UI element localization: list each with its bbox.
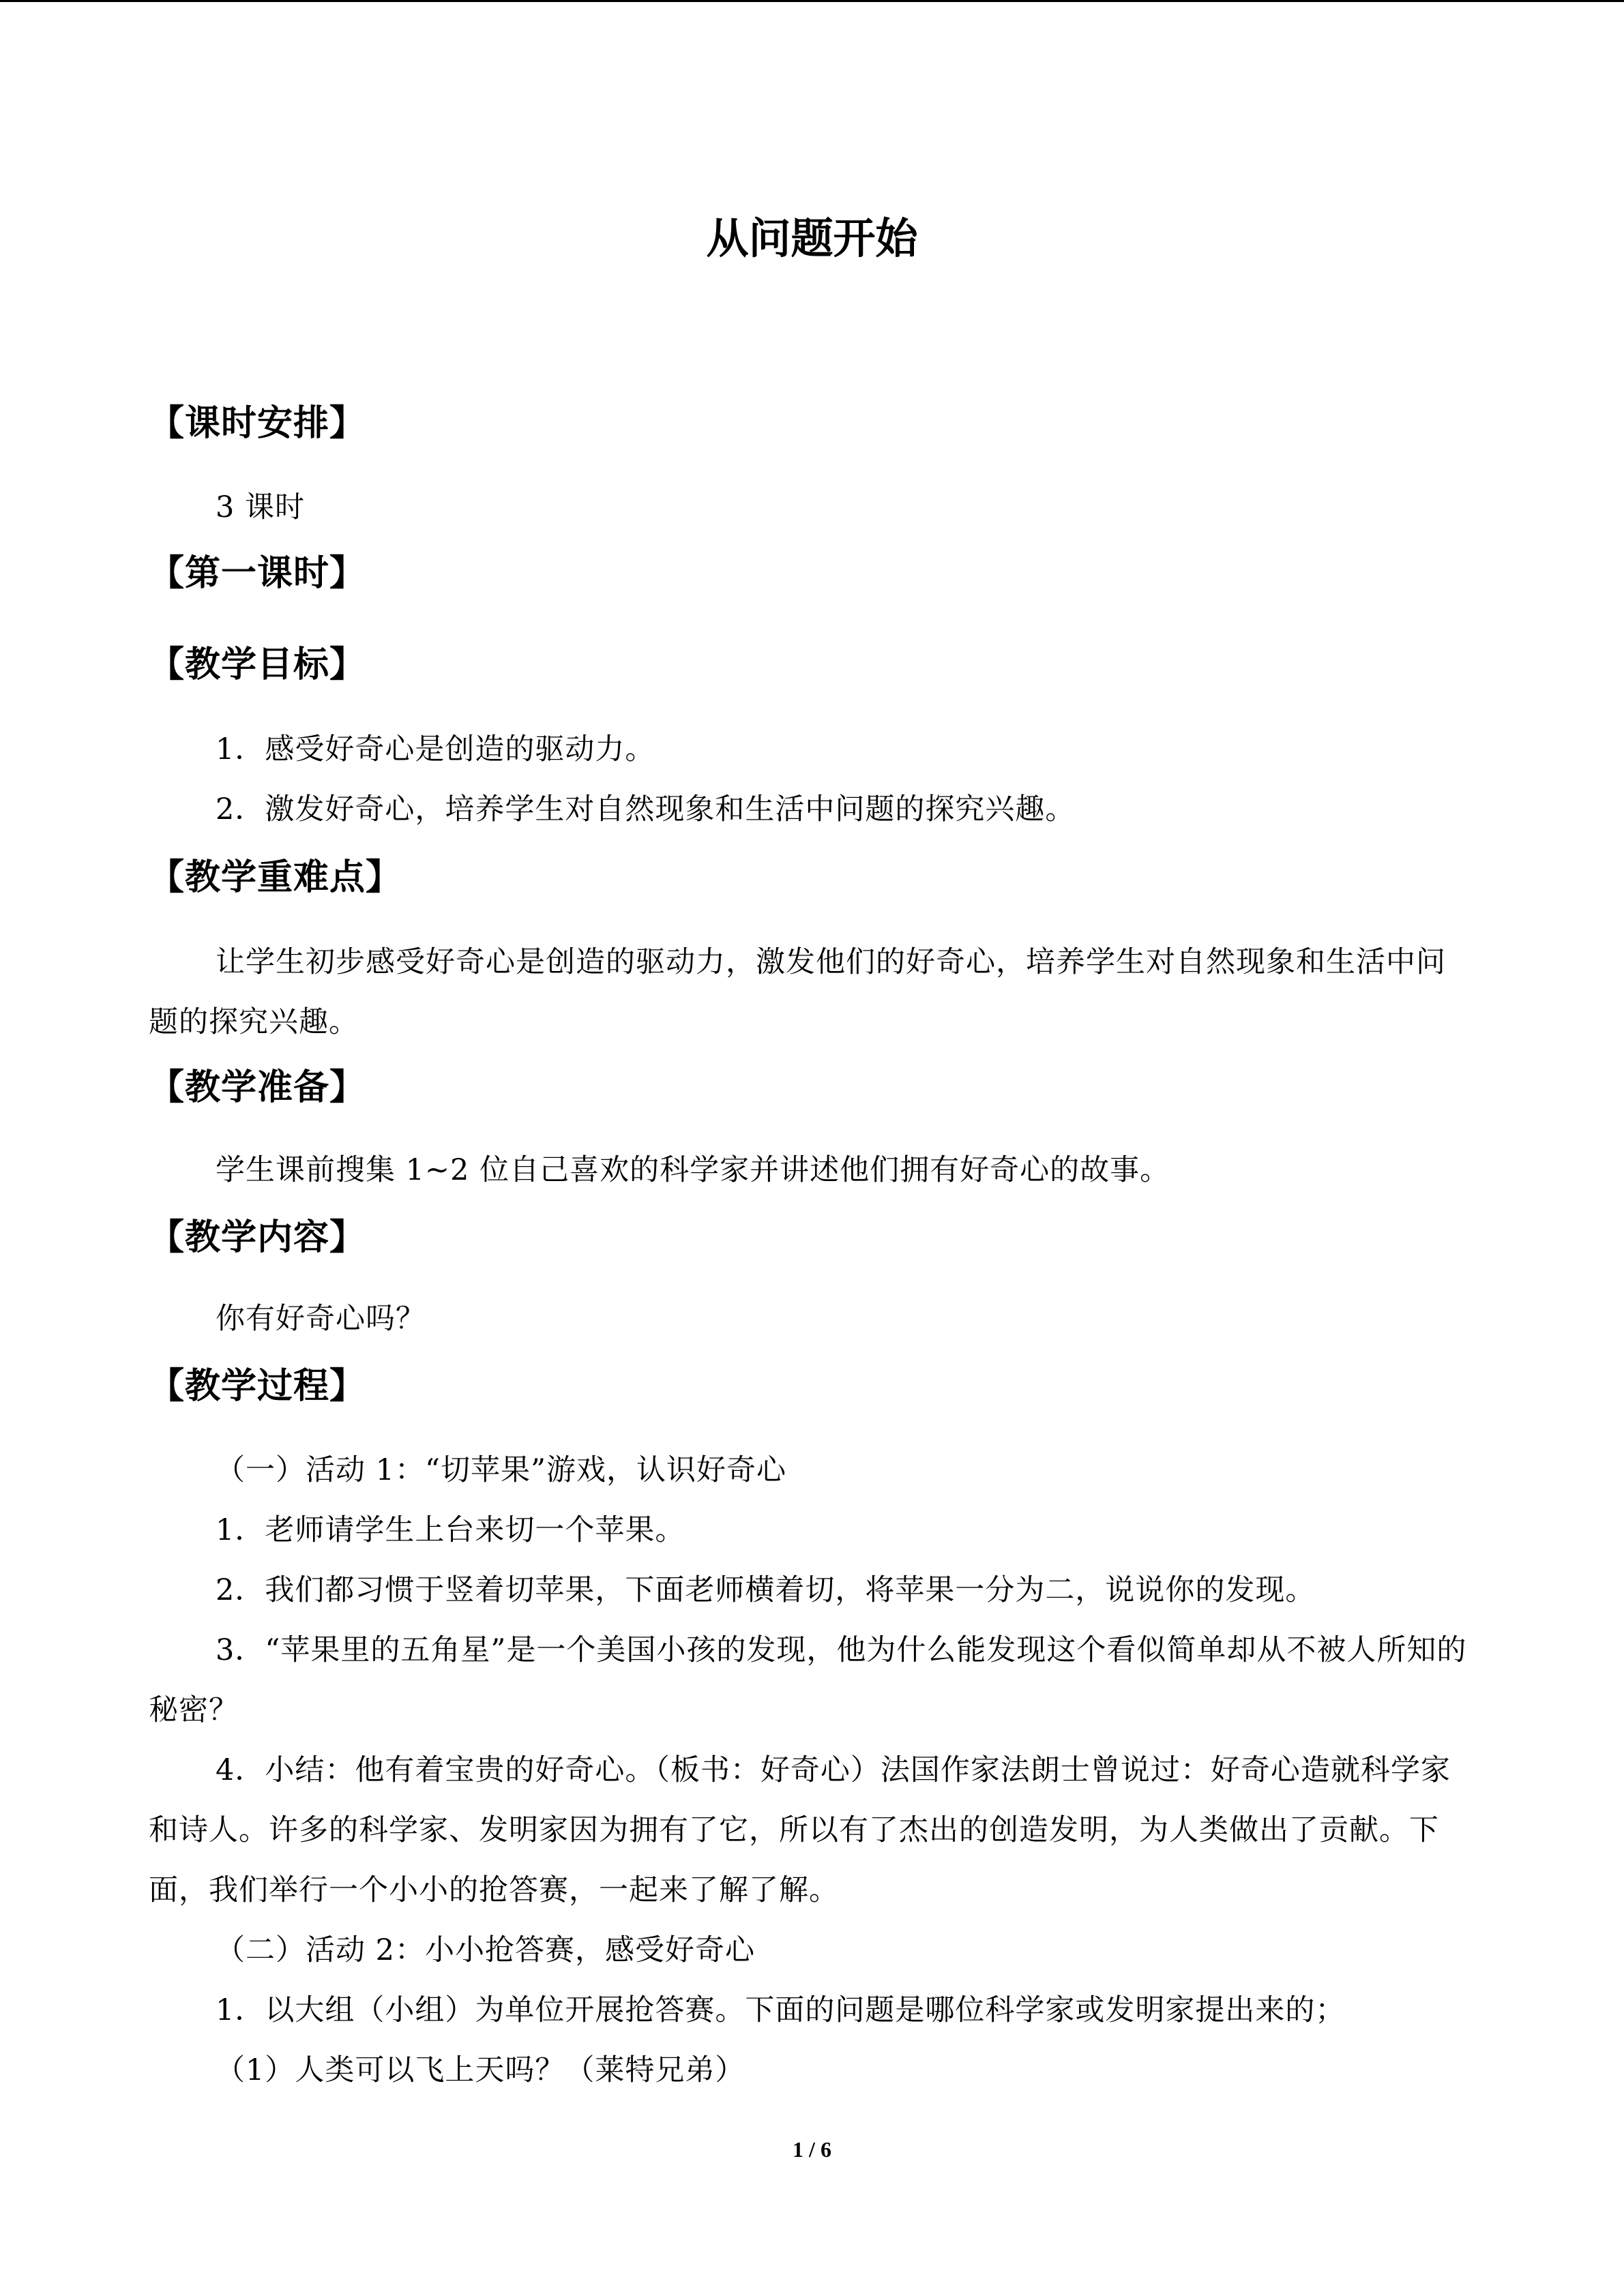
content-text: 你有好奇心吗？ [216,1302,426,1336]
schedule-text: 3 课时 [216,490,306,524]
heading-schedule: 【课时安排】 [149,403,366,444]
heading-first-lesson: 【第一课时】 [149,553,366,594]
goal-item-1: 1．感受好奇心是创造的驱动力。 [216,732,655,766]
heading-teaching-goals: 【教学目标】 [149,644,366,685]
heading-key-points: 【教学重难点】 [149,857,402,898]
page-number: 1 / 6 [793,2137,831,2162]
heading-teaching-content: 【教学内容】 [149,1217,366,1258]
activity-2-step-1: 1．以大组（小组）为单位开展抢答赛。下面的问题是哪位科学家或发明家提出来的； [216,1993,1346,2027]
preparation-text: 学生课前搜集 1~2 位自己喜欢的科学家并讲述他们拥有好奇心的故事。 [216,1153,1170,1187]
activity-1-step-2: 2．我们都习惯于竖着切苹果，下面老师横着切，将苹果一分为二，说说你的发现。 [216,1573,1316,1607]
key-points-text: 让学生初步感受好奇心是创造的驱动力，激发他们的好奇心，培养学生对自然现象和生活中问题的探究兴趣。 [149,945,1446,1039]
activity-2-title: （二）活动 2：小小抢答赛，感受好奇心 [216,1933,756,1967]
activity-1-step-4: 4．小结：他有着宝贵的好奇心。（板书：好奇心）法国作家法朗士曾说过：好奇心造就科学家和诗人。许多的科学家、发明家因为拥有了它，所以有了杰出的创造发明，为人类做出了贡献。下面，我们举行一个小小的抢答赛，一起来了解了解。 [149,1753,1451,1907]
heading-preparation: 【教学准备】 [149,1067,366,1108]
activity-1-title: （一）活动 1：“切苹果”游戏，认识好奇心 [216,1453,786,1487]
document-title: 从问题开始 [706,213,918,263]
activity-1-step-1: 1．老师请学生上台来切一个苹果。 [216,1513,685,1547]
goal-item-2: 2．激发好奇心，培养学生对自然现象和生活中问题的探究兴趣。 [216,792,1076,826]
heading-teaching-process: 【教学过程】 [149,1366,366,1407]
activity-1-step-3: 3．“苹果里的五角星”是一个美国小孩的发现，他为什么能发现这个看似简单却从不被人所知的秘密？ [149,1633,1467,1727]
activity-2-question-1: （1）人类可以飞上天吗？（莱特兄弟） [216,2053,745,2087]
